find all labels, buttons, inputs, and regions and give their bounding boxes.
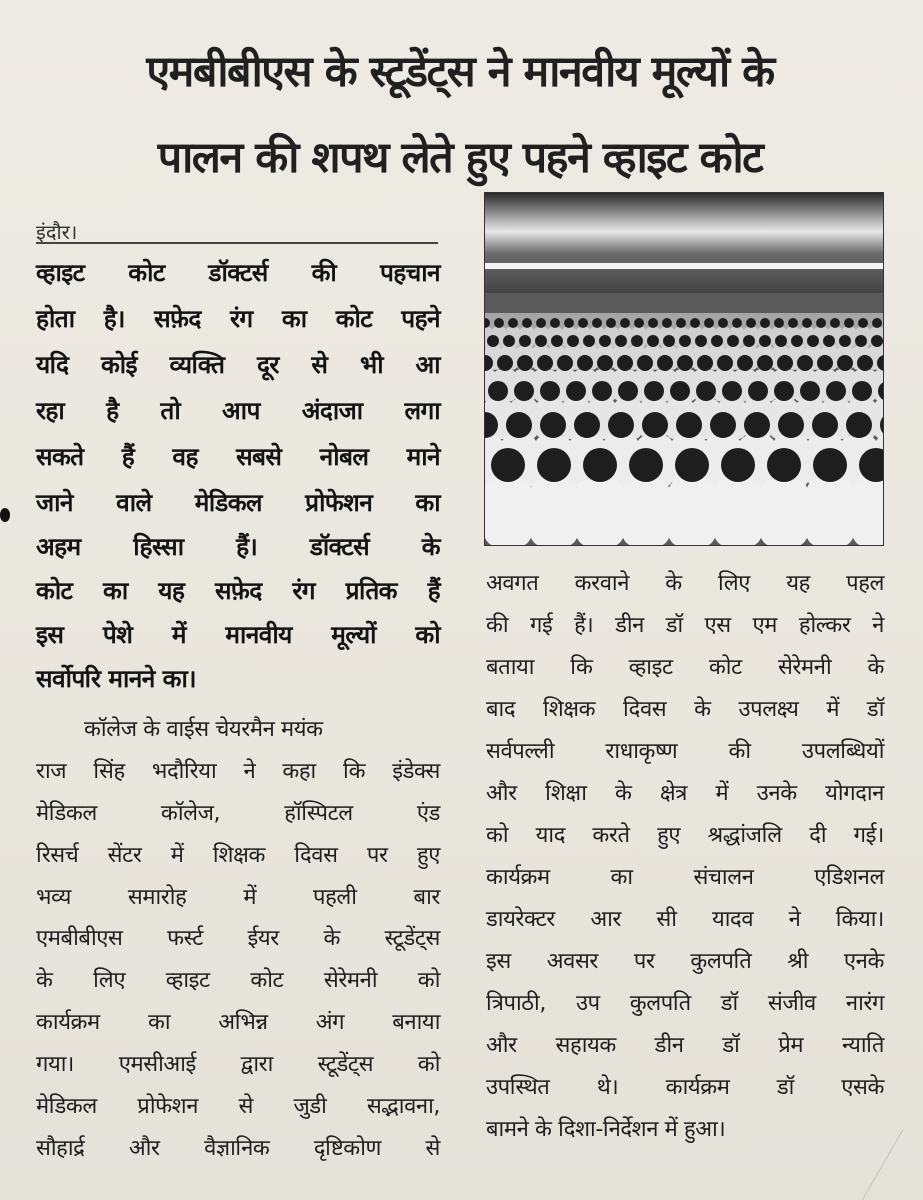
crowd-head: [759, 335, 771, 347]
crowd-head: [677, 355, 693, 371]
crowd-head: [637, 355, 653, 371]
crowd-coat: [576, 479, 624, 545]
crowd-head: [634, 318, 644, 328]
crowd-head: [777, 355, 793, 371]
crowd-head: [494, 318, 504, 328]
crowd-head: [852, 381, 872, 401]
crowd-head: [648, 318, 658, 328]
col2-line: इस अवसर पर कुलपति श्री एनके: [486, 949, 884, 974]
col2-line: की गई हैं। डीन डॉ एस एम होल्कर ने: [486, 613, 884, 638]
col2-line: अवगत करवाने के लिए यह पहल: [486, 571, 884, 596]
crowd-head: [871, 335, 883, 347]
crowd-head: [662, 318, 672, 328]
crowd-head: [676, 318, 686, 328]
lead-line: यदि कोई व्यक्ति दूर से भी आ: [36, 350, 440, 379]
crowd-head: [592, 381, 612, 401]
crowd-head: [522, 318, 532, 328]
crowd-head: [727, 335, 739, 347]
crowd-head: [711, 335, 723, 347]
crowd-head: [631, 335, 643, 347]
crowd-head: [696, 381, 716, 401]
crowd-head: [567, 335, 579, 347]
crowd-head: [826, 381, 846, 401]
crowd-head: [717, 355, 733, 371]
col1-line: कॉलेज के वाईस चेयरमैन मयंक: [84, 717, 323, 742]
crowd-head: [837, 355, 853, 371]
lead-line: व्हाइट कोट डॉक्टर्स की पहचान: [36, 258, 440, 287]
crowd-head: [644, 381, 664, 401]
col2-line: सर्वपल्ली राधाकृष्ण की उपलब्धियों: [486, 739, 884, 764]
crowd-coat: [485, 479, 532, 545]
margin-ink-dot: [0, 508, 10, 522]
crowd-head: [812, 412, 838, 438]
lead-line: अहम हिस्सा हैं। डॉक्टर्स के: [36, 532, 440, 561]
col1-line: मेडिकल कॉलेज, हॉस्पिटल एंड: [36, 801, 440, 826]
crowd-head: [535, 335, 547, 347]
crowd-head: [760, 318, 770, 328]
crowd-head: [710, 412, 736, 438]
crowd-coat: [668, 479, 716, 545]
crowd-head: [679, 335, 691, 347]
crowd-head: [744, 412, 770, 438]
crowd-head: [748, 381, 768, 401]
crowd-head: [537, 448, 571, 482]
crowd-head: [620, 318, 630, 328]
crowd-head: [743, 335, 755, 347]
crowd-head: [514, 381, 534, 401]
lead-line: सर्वोपरि मानने का।: [36, 664, 196, 693]
crowd-head: [519, 335, 531, 347]
crowd-head: [722, 381, 742, 401]
crowd-head: [718, 318, 728, 328]
crowd-head: [583, 448, 617, 482]
crowd-head: [690, 318, 700, 328]
crowd-head: [823, 335, 835, 347]
col1-line: राज सिंह भदौरिया ने कहा कि इंडेक्स: [36, 759, 440, 784]
crowd-head: [830, 318, 840, 328]
crowd-head: [791, 335, 803, 347]
crowd-head: [676, 412, 702, 438]
crowd-head: [577, 355, 593, 371]
crowd-head: [802, 318, 812, 328]
crowd-head: [557, 355, 573, 371]
ceremony-photo-image: [485, 193, 883, 545]
crowd-head: [488, 381, 508, 401]
crowd-head: [540, 412, 566, 438]
crowd-head: [618, 381, 638, 401]
crowd-head: [566, 381, 586, 401]
crowd-head: [774, 318, 784, 328]
crowd-coat: [852, 479, 883, 545]
crowd-head: [606, 318, 616, 328]
crowd-head: [592, 318, 602, 328]
crowd-head: [746, 318, 756, 328]
dateline-rule: [36, 242, 438, 244]
col2-line: डायरेक्टर आर सी यादव ने किया।: [486, 907, 884, 932]
crowd-head: [629, 448, 663, 482]
crowd-head: [615, 335, 627, 347]
crowd-head: [844, 318, 854, 328]
crowd-head: [647, 335, 659, 347]
lead-line: इस पेशे में मानवीय मूल्यों को: [36, 620, 440, 649]
crowd-head: [491, 448, 525, 482]
crowd-head: [839, 335, 851, 347]
crowd-head: [857, 355, 873, 371]
crowd-head: [517, 355, 533, 371]
crowd-head: [497, 355, 513, 371]
crowd: [485, 318, 883, 545]
col2-line: और शिक्षा के क्षेत्र में उनके योगदान: [486, 781, 884, 806]
crowd-head: [872, 318, 882, 328]
crowd-head: [800, 381, 820, 401]
crowd-head: [508, 318, 518, 328]
crowd-head: [663, 335, 675, 347]
headline-line-1: एमबीबीएस के स्टूडेंट्स ने मानवीय मूल्यों के: [146, 47, 774, 97]
col1-line: गया। एमसीआई द्वारा स्टूडेंट्स को: [36, 1052, 440, 1077]
col2-line: बताया कि व्हाइट कोट सेरेमनी के: [486, 655, 884, 680]
crowd-head: [675, 448, 709, 482]
crowd-head: [503, 335, 515, 347]
col2-line: उपस्थित थे। कार्यक्रम डॉ एसके: [486, 1075, 884, 1100]
col2-line: को याद करते हुए श्रद्धांजलि दी गई।: [486, 823, 884, 848]
col2-line: बामने के दिशा-निर्देशन में हुआ।: [486, 1117, 726, 1142]
crowd-head: [608, 412, 634, 438]
crowd-head: [487, 335, 499, 347]
crowd-head: [813, 448, 847, 482]
crowd-head: [775, 335, 787, 347]
crowd-head: [757, 355, 773, 371]
crowd-head: [732, 318, 742, 328]
crowd-head: [564, 318, 574, 328]
crowd-head: [695, 335, 707, 347]
crowd-head: [807, 335, 819, 347]
crowd-head: [670, 381, 690, 401]
col1-line: कार्यक्रम का अभिन्न अंग बनाया: [36, 1010, 440, 1035]
crowd-head: [536, 318, 546, 328]
crowd-head: [599, 335, 611, 347]
crowd-head: [657, 355, 673, 371]
crowd-head: [737, 355, 753, 371]
crowd-head: [767, 448, 801, 482]
col1-line: मेडिकल प्रोफेशन से जुडी सद्भावना,: [36, 1094, 440, 1119]
crowd-head: [551, 335, 563, 347]
crowd-coat: [760, 479, 808, 545]
crowd-head: [597, 355, 613, 371]
crowd-head: [778, 412, 804, 438]
crowd-coat: [806, 479, 854, 545]
crowd-head: [642, 412, 668, 438]
crowd-head: [846, 412, 872, 438]
lead-line: होता है। सफ़ेद रंग का कोट पहने: [36, 304, 440, 333]
crowd-head: [583, 335, 595, 347]
crowd-head: [858, 318, 868, 328]
crowd-head: [721, 448, 755, 482]
crowd-head: [816, 318, 826, 328]
dateline: इंदौर।: [36, 220, 78, 244]
ceremony-photo: [484, 192, 884, 546]
crowd-head: [855, 335, 867, 347]
lead-line: सकते हैं वह सबसे नोबल माने: [36, 442, 440, 471]
lead-line: जाने वाले मेडिकल प्रोफेशन का: [36, 488, 440, 517]
headline-line-2: पालन की शपथ लेते हुए पहने व्हाइट कोट: [157, 133, 763, 183]
crowd-head: [550, 318, 560, 328]
lead-line: रहा है तो आप अंदाजा लगा: [36, 396, 440, 425]
col2-line: कार्यक्रम का संचालन एडिशनल: [486, 865, 884, 890]
col1-line: के लिए व्हाइट कोट सेरेमनी को: [36, 968, 440, 993]
crowd-head: [797, 355, 813, 371]
crowd-head: [774, 381, 794, 401]
lead-line: कोट का यह सफ़ेद रंग प्रतिक हैं: [36, 576, 440, 605]
crowd-coat: [622, 479, 670, 545]
col1-line: भव्य समारोह में पहली बार: [36, 885, 440, 910]
crowd-head: [788, 318, 798, 328]
col1-line: रिसर्च सेंटर में शिक्षक दिवस पर हुए: [36, 843, 440, 868]
crowd-head: [704, 318, 714, 328]
crowd-coat: [714, 479, 762, 545]
col2-line: त्रिपाठी, उप कुलपति डॉ संजीव नारंग: [486, 991, 884, 1016]
crowd-head: [506, 412, 532, 438]
crowd-head: [697, 355, 713, 371]
col2-line: बाद शिक्षक दिवस के उपलक्ष्य में डॉ: [486, 697, 884, 722]
col2-line: और सहायक डीन डॉ प्रेम न्याति: [486, 1033, 884, 1058]
crowd-head: [574, 412, 600, 438]
crowd-head: [578, 318, 588, 328]
col1-line: एमबीबीएस फर्स्ट ईयर के स्टूडेंट्स: [36, 926, 440, 951]
crowd-head: [537, 355, 553, 371]
crowd-head: [617, 355, 633, 371]
crowd-coat: [530, 479, 578, 545]
crowd-head: [540, 381, 560, 401]
col1-line: सौहार्द्र और वैज्ञानिक दृष्टिकोण से: [36, 1136, 440, 1161]
crowd-head: [817, 355, 833, 371]
